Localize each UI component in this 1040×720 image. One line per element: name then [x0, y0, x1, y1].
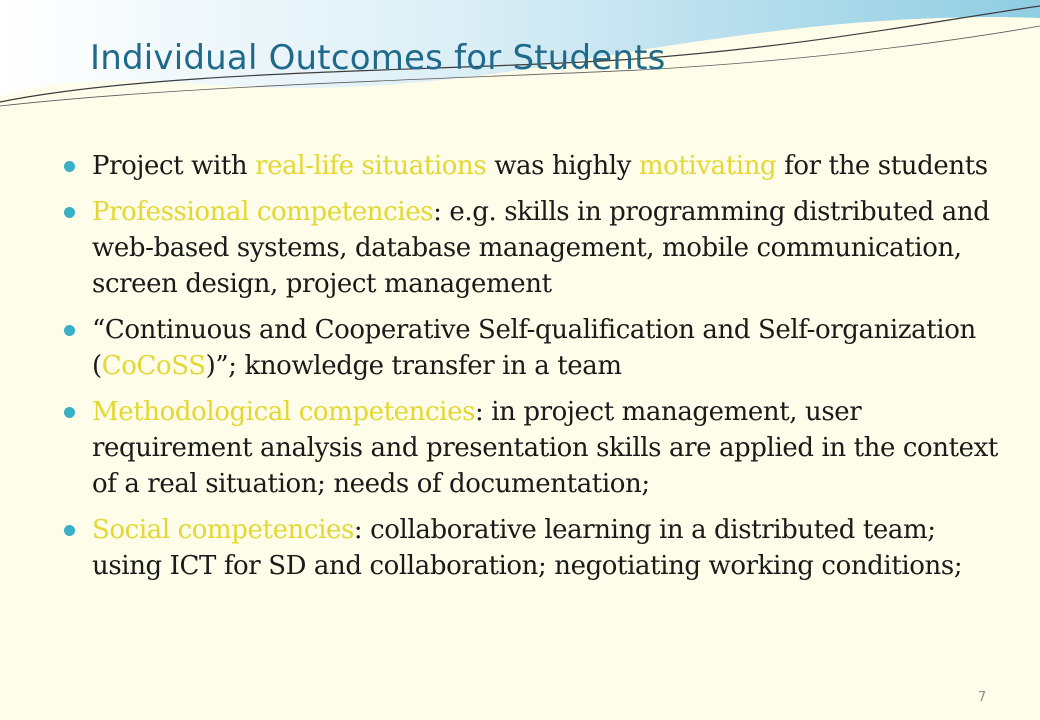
highlight-text: Professional competencies — [92, 197, 434, 227]
slide-number: 7 — [978, 690, 987, 705]
bullet-text: Project with — [92, 151, 256, 181]
bullet-text: : in project management, user requirement analysis and presentation skills are applied in the context of a real situation; needs of documentation; — [92, 397, 998, 499]
bullet-professional-competencies — [92, 194, 1012, 302]
bullet-cocoss — [92, 312, 1012, 384]
bullet-real-life-projects — [92, 148, 1012, 184]
highlight-text: CoCoSS — [101, 351, 206, 381]
bullet-text: “Continuous and Cooperative Self-qualification and Self-organization ( — [92, 315, 976, 381]
bullet-text: )”; knowledge transfer in a team — [205, 351, 622, 381]
bullet-text: : collaborative learning in a distributed team; using ICT for SD and collaboration; negotiating working conditions; — [92, 515, 963, 581]
slide-title: Individual Outcomes for Students — [90, 38, 666, 78]
highlight-text: motivating — [638, 151, 777, 181]
bullet-social-competencies — [92, 512, 1012, 584]
highlight-text: Methodological competencies — [92, 397, 476, 427]
highlight-text: Social competencies — [92, 515, 354, 545]
bullet-methodological-competencies — [92, 394, 1012, 502]
highlight-text: real-life situations — [255, 151, 487, 181]
bullet-text: : e.g. skills in programming distributed and web-based systems, database management, mobile communication, screen design, project management — [92, 197, 990, 299]
bullet-text: for the students — [776, 151, 988, 181]
bullet-text: was highly — [486, 151, 639, 181]
bullet-list — [92, 148, 1012, 594]
